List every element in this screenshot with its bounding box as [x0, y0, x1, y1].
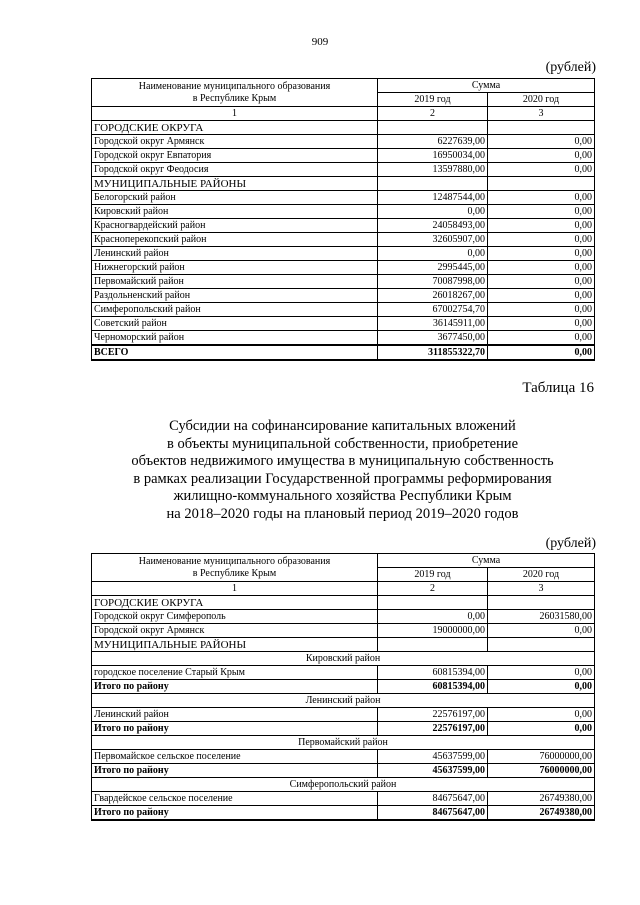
- table-row: [92, 331, 595, 346]
- row-name: Первомайское сельское поселение: [92, 750, 378, 764]
- value-2019: 22576197,00: [378, 708, 488, 722]
- value-2019: 19000000,00: [378, 624, 488, 638]
- row-name: Городской округ Армянск: [92, 135, 378, 149]
- grand-total-row: [92, 345, 595, 360]
- row-name: Черноморский район: [92, 331, 378, 346]
- table-row: [92, 261, 595, 275]
- empty-cell: [488, 177, 595, 191]
- section-row: [92, 121, 595, 135]
- value-2019: 0,00: [378, 205, 488, 219]
- row-name: Ленинский район: [92, 247, 378, 261]
- value-2020: 26749380,00: [488, 792, 595, 806]
- table-row: [92, 163, 595, 177]
- column-number-2: 2: [378, 107, 488, 121]
- value-2019: 84675647,00: [378, 806, 488, 821]
- table-row: [92, 205, 595, 219]
- value-2020: 0,00: [488, 135, 595, 149]
- empty-cell: [378, 596, 488, 610]
- row-name: Итого по району: [92, 680, 378, 694]
- header-year-2019: 2019 год: [378, 568, 488, 582]
- table-row: [92, 708, 595, 722]
- section-label: ГОРОДСКИЕ ОКРУГА: [92, 121, 378, 135]
- district-name: Симферопольский район: [92, 778, 595, 792]
- value-2020: 0,00: [488, 163, 595, 177]
- value-2019: 6227639,00: [378, 135, 488, 149]
- empty-cell: [488, 596, 595, 610]
- unit-label: (рублей): [545, 60, 596, 75]
- row-name: Красногвардейский район: [92, 219, 378, 233]
- value-2020: 0,00: [488, 149, 595, 163]
- value-2019: 26018267,00: [378, 289, 488, 303]
- table-row: [92, 135, 595, 149]
- table-row: [92, 233, 595, 247]
- value-2019: 2995445,00: [378, 261, 488, 275]
- subtotal-row: [92, 764, 595, 778]
- district-name: Ленинский район: [92, 694, 595, 708]
- table-row: [92, 191, 595, 205]
- value-2019: 3677450,00: [378, 331, 488, 346]
- value-2020: 26031580,00: [488, 610, 595, 624]
- row-name: Итого по району: [92, 722, 378, 736]
- row-name: Городской округ Евпатория: [92, 149, 378, 163]
- title-line: на 2018–2020 годы на плановый период 2019–2020 годов: [166, 505, 519, 522]
- title-line: объектов недвижимого имущества в муниципальную собственность: [131, 453, 554, 469]
- row-name: Нижнегорский район: [92, 261, 378, 275]
- section-label: ГОРОДСКИЕ ОКРУГА: [92, 596, 378, 610]
- header-sum: Сумма: [378, 554, 595, 568]
- value-2020: 0,00: [488, 233, 595, 247]
- row-name: Белогорский район: [92, 191, 378, 205]
- empty-cell: [488, 121, 595, 135]
- empty-cell: [378, 638, 488, 652]
- value-2019: 22576197,00: [378, 722, 488, 736]
- header-name-column: [92, 554, 378, 582]
- value-2020: 0,00: [488, 345, 595, 360]
- row-name: ВСЕГО: [92, 345, 378, 360]
- row-name: Раздольненский район: [92, 289, 378, 303]
- header-sum: Сумма: [378, 79, 595, 93]
- value-2019: 24058493,00: [378, 219, 488, 233]
- section-label: МУНИЦИПАЛЬНЫЕ РАЙОНЫ: [92, 638, 378, 652]
- district-header-row: [92, 652, 595, 666]
- row-name: городское поселение Старый Крым: [92, 666, 378, 680]
- value-2020: 0,00: [488, 722, 595, 736]
- value-2020: 76000000,00: [488, 750, 595, 764]
- value-2019: 32605907,00: [378, 233, 488, 247]
- subsidy-table-1: [91, 78, 595, 361]
- column-number-3: 3: [488, 582, 595, 596]
- column-number-1: 1: [92, 582, 378, 596]
- value-2020: 0,00: [488, 331, 595, 346]
- value-2019: 0,00: [378, 610, 488, 624]
- subsidy-table-2: [91, 553, 595, 821]
- value-2019: 36145911,00: [378, 317, 488, 331]
- value-2020: 0,00: [488, 680, 595, 694]
- table-row: [92, 610, 595, 624]
- section-row: [92, 638, 595, 652]
- table-body: [92, 596, 595, 821]
- title-line: Субсидии на софинансирование капитальных вложений: [169, 418, 516, 434]
- row-name: Советский район: [92, 317, 378, 331]
- title-line: в объекты муниципальной собственности, приобретение: [166, 435, 519, 452]
- row-name: Городской округ Армянск: [92, 624, 378, 638]
- value-2020: 26749380,00: [488, 806, 595, 821]
- district-header-row: [92, 736, 595, 750]
- value-2020: 0,00: [488, 289, 595, 303]
- subtotal-row: [92, 680, 595, 694]
- title-line: в рамках реализации Государственной программы реформирования: [133, 470, 552, 487]
- header-year-2020: 2020 год: [488, 93, 595, 107]
- unit-label: (рублей): [545, 536, 596, 551]
- row-name: Городской округ Симферополь: [92, 610, 378, 624]
- value-2019: 60815394,00: [378, 680, 488, 694]
- row-name: Итого по району: [92, 764, 378, 778]
- value-2020: 0,00: [488, 205, 595, 219]
- table-title: [90, 418, 595, 523]
- table-row: [92, 275, 595, 289]
- value-2019: 45637599,00: [378, 764, 488, 778]
- empty-cell: [488, 638, 595, 652]
- value-2020: 0,00: [488, 191, 595, 205]
- value-2019: 84675647,00: [378, 792, 488, 806]
- table-row: [92, 666, 595, 680]
- value-2019: 45637599,00: [378, 750, 488, 764]
- district-header-row: [92, 694, 595, 708]
- value-2019: 60815394,00: [378, 666, 488, 680]
- title-line: жилищно-коммунального хозяйства Республики Крым: [173, 488, 512, 504]
- table-caption: Таблица 16: [522, 380, 594, 396]
- table-row: [92, 149, 595, 163]
- table-row: [92, 303, 595, 317]
- header-name-column: [92, 79, 378, 107]
- column-number-2: 2: [378, 582, 488, 596]
- row-name: Городской округ Феодосия: [92, 163, 378, 177]
- value-2019: 12487544,00: [378, 191, 488, 205]
- header-name-line2: в Республике Крым: [192, 567, 277, 579]
- table-row: [92, 247, 595, 261]
- district-header-row: [92, 778, 595, 792]
- row-name: Ленинский район: [92, 708, 378, 722]
- value-2020: 0,00: [488, 666, 595, 680]
- value-2020: 0,00: [488, 708, 595, 722]
- column-number-1: 1: [92, 107, 378, 121]
- section-label: МУНИЦИПАЛЬНЫЕ РАЙОНЫ: [92, 177, 378, 191]
- row-name: Гвардейское сельское поселение: [92, 792, 378, 806]
- value-2019: 16950034,00: [378, 149, 488, 163]
- table-body: [92, 121, 595, 361]
- value-2020: 0,00: [488, 275, 595, 289]
- value-2020: 76000000,00: [488, 764, 595, 778]
- table-row: [92, 624, 595, 638]
- header-name-line2: в Республике Крым: [192, 92, 277, 104]
- subtotal-row: [92, 722, 595, 736]
- row-name: Первомайский район: [92, 275, 378, 289]
- header-name-line1: Наименование муниципального образования: [138, 80, 331, 92]
- page-number: 909: [311, 36, 329, 48]
- table-row: [92, 750, 595, 764]
- section-row: [92, 596, 595, 610]
- district-name: Кировский район: [92, 652, 595, 666]
- value-2020: 0,00: [488, 317, 595, 331]
- empty-cell: [378, 121, 488, 135]
- value-2020: 0,00: [488, 219, 595, 233]
- row-name: Итого по району: [92, 806, 378, 821]
- column-number-3: 3: [488, 107, 595, 121]
- value-2020: 0,00: [488, 247, 595, 261]
- value-2019: 13597880,00: [378, 163, 488, 177]
- row-name: Симферопольский район: [92, 303, 378, 317]
- value-2020: 0,00: [488, 624, 595, 638]
- header-year-2019: 2019 год: [378, 93, 488, 107]
- table-row: [92, 289, 595, 303]
- value-2020: 0,00: [488, 261, 595, 275]
- district-name: Первомайский район: [92, 736, 595, 750]
- table-row: [92, 792, 595, 806]
- header-year-2020: 2020 год: [488, 568, 595, 582]
- section-row: [92, 177, 595, 191]
- value-2019: 311855322,70: [378, 345, 488, 360]
- table-row: [92, 219, 595, 233]
- value-2019: 0,00: [378, 247, 488, 261]
- row-name: Красноперекопский район: [92, 233, 378, 247]
- table-row: [92, 317, 595, 331]
- value-2020: 0,00: [488, 303, 595, 317]
- value-2019: 70087998,00: [378, 275, 488, 289]
- row-name: Кировский район: [92, 205, 378, 219]
- value-2019: 67002754,70: [378, 303, 488, 317]
- subtotal-row: [92, 806, 595, 821]
- header-name-line1: Наименование муниципального образования: [138, 555, 331, 567]
- empty-cell: [378, 177, 488, 191]
